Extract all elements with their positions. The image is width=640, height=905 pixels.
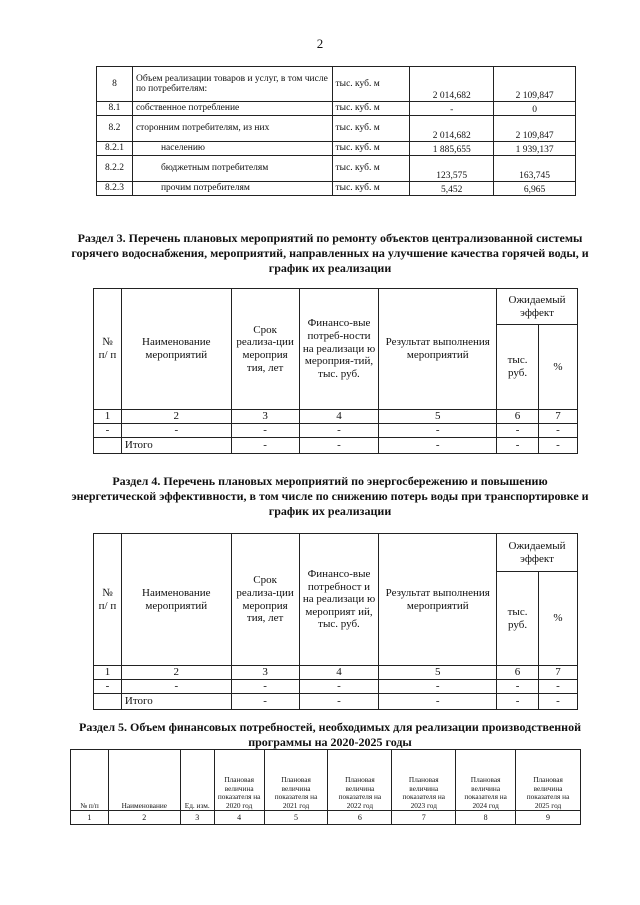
table-row: 8.2.1 населению тыс. куб. м 1 885,655 1 939,137	[97, 142, 576, 156]
section4-table: № п/ п Наименование мероприятий Срок реализа-ции мероприя тия, лет Финансо-вые потребност и на реализаци ю мероприят ий, тыс. руб. Результат выполнения мероприятий Ожидаемый эффект тыс. руб. % 1 2 3 4 5 6 7 - - - - - - - Итого - - - - -	[93, 533, 578, 710]
page-number: 2	[316, 36, 324, 51]
section5-title: Раздел 5. Объем финансовых потребностей, необходимых для реализации производственной программы на 2020-2025 годы	[78, 720, 582, 749]
table-row: 8.1 собственное потребление тыс. куб. м - 0	[97, 102, 576, 116]
section5-table	[70, 749, 581, 825]
section3-table: № п/ п Наименование мероприятий Срок реализа-ции мероприя тия, лет Финансо-вые потреб-ности на реализаци ю мероприя-тий, тыс. руб. Результат выполнения мероприятий Ожидаемый эффект тыс. руб. % 1 2 3 4 5 6 7 - - - - - - - Итого - - - - -	[93, 288, 578, 454]
table-row: 8.2.3 прочим потребителям тыс. куб. м 5,452 6,965	[97, 182, 576, 196]
section4-title: Раздел 4. Перечень плановых мероприятий по энергосбережению и повышению энергетической эффективности, в том числе по снижению потерь воды при транспортировке и график их реализации	[71, 474, 589, 518]
table-row: 8.2.2 бюджетным потребителям тыс. куб. м 123,575 163,745	[97, 156, 576, 182]
sales-volume-table	[96, 66, 576, 196]
table-row: 8 Объем реализации товаров и услуг, в том числе по потребителям: тыс. куб. м 2 014,682 2 109,847	[97, 67, 576, 102]
section3-title: Раздел 3. Перечень плановых мероприятий по ремонту объектов централизованной системы горячего водоснабжения, мероприятий, направленных на улучшение качества горячей воды, и график их реализации	[71, 231, 589, 275]
table-row: 1 2 3 4 5 6 7 8 9	[71, 811, 581, 825]
table-row: № п/п Наименование Ед. изм. Плановая величина показателя на 2020 год Плановая величина показателя на 2021 год Плановая величина показателя на 2022 год Плановая величина показателя на 2023 год Плановая величина показателя на 2024 год Плановая величина показателя на 2025 год	[71, 750, 581, 811]
table-row: 8.2 сторонним потребителям, из них тыс. куб. м 2 014,682 2 109,847	[97, 116, 576, 142]
